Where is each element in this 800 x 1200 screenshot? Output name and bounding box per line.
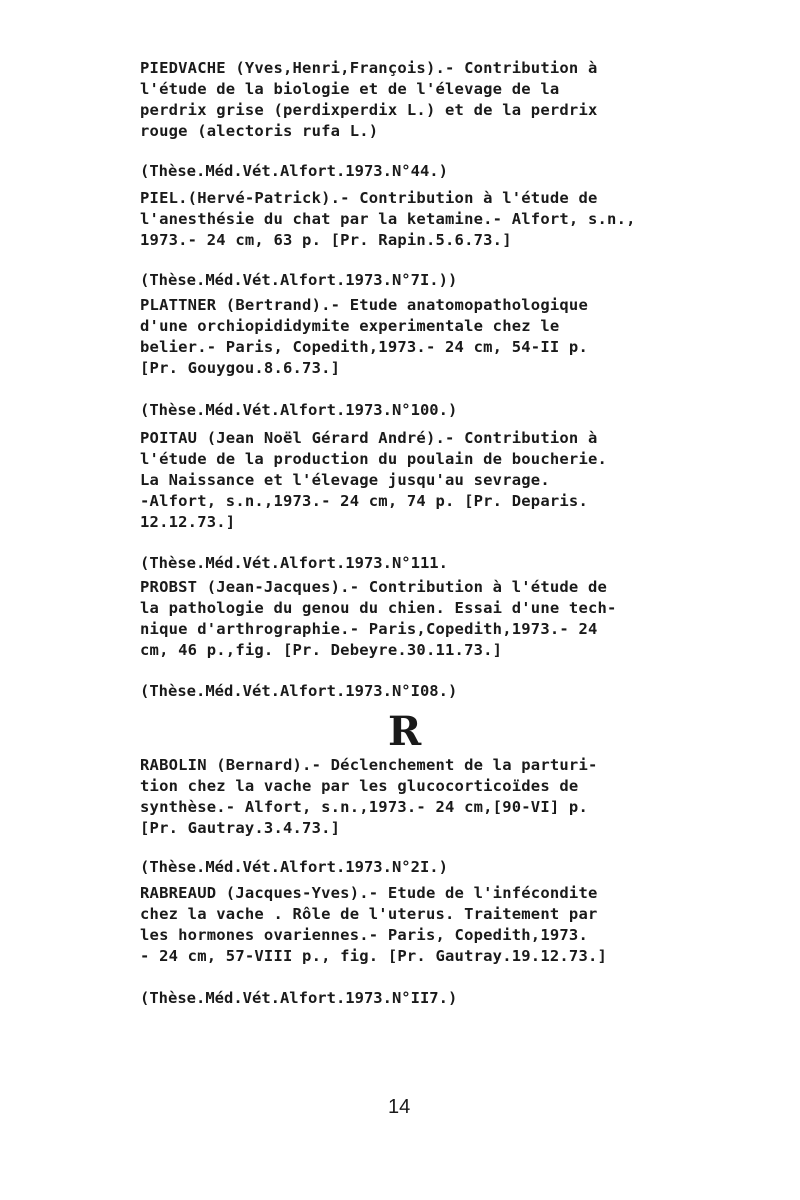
entry-line: d'une orchiopididymite experimentale chez le (140, 317, 560, 335)
entry-line: nique d'arthrographie.- Paris,Copedith,1973.- 24 (140, 620, 598, 638)
entry-line: [Pr. Gautray.3.4.73.] (140, 819, 341, 837)
entry-line: PROBST (Jean-Jacques).- Contribution à l'étude de (140, 578, 608, 596)
entry-line: POITAU (Jean Noël Gérard André).- Contribution à (140, 429, 598, 447)
entry-line: perdrix grise (perdixperdix L.) et de la perdrix (140, 101, 598, 119)
bibliography-entry (140, 58, 660, 142)
bibliography-entry (140, 883, 660, 967)
entry-line: PIEDVACHE (Yves,Henri,François).- Contribution à (140, 59, 598, 77)
thesis-reference: (Thèse.Méd.Vét.Alfort.1973.N°II7.) (140, 989, 458, 1007)
section-letter: R (388, 708, 422, 755)
entry-line: La Naissance et l'élevage jusqu'au sevrage. (140, 471, 550, 489)
entry-line: l'étude de la biologie et de l'élevage de la (140, 80, 560, 98)
entry-line: belier.- Paris, Copedith,1973.- 24 cm, 54-II p. (140, 338, 588, 356)
entry-line: rouge (alectoris rufa L.) (140, 122, 379, 140)
bibliography-entry (140, 577, 660, 661)
entry-line: -Alfort, s.n.,1973.- 24 cm, 74 p. [Pr. Deparis. (140, 492, 588, 510)
bibliography-entry (140, 428, 660, 533)
thesis-reference: (Thèse.Méd.Vét.Alfort.1973.N°111. (140, 554, 448, 572)
entry-line: PLATTNER (Bertrand).- Etude anatomopathologique (140, 296, 588, 314)
entry-line: cm, 46 p.,fig. [Pr. Debeyre.30.11.73.] (140, 641, 503, 659)
entry-line: tion chez la vache par les glucocorticoïdes de (140, 777, 579, 795)
bibliography-entry (140, 295, 660, 379)
thesis-reference: (Thèse.Méd.Vét.Alfort.1973.N°2I.) (140, 858, 448, 876)
entry-line: RABOLIN (Bernard).- Déclenchement de la parturi- (140, 756, 598, 774)
thesis-reference: (Thèse.Méd.Vét.Alfort.1973.N°44.) (140, 162, 448, 180)
entry-line: les hormones ovariennes.- Paris, Copedith,1973. (140, 926, 588, 944)
entry-line: l'anesthésie du chat par la ketamine.- Alfort, s.n., (140, 210, 636, 228)
entry-line: chez la vache . Rôle de l'uterus. Traitement par (140, 905, 598, 923)
page-number: 14 (388, 1096, 411, 1118)
entry-line: - 24 cm, 57-VIII p., fig. [Pr. Gautray.19.12.73.] (140, 947, 608, 965)
bibliography-entry (140, 188, 660, 251)
thesis-reference: (Thèse.Méd.Vét.Alfort.1973.N°7I.)) (140, 271, 458, 289)
entry-line: synthèse.- Alfort, s.n.,1973.- 24 cm,[90-VI] p. (140, 798, 588, 816)
bibliography-entry (140, 755, 660, 839)
entry-line: la pathologie du genou du chien. Essai d'une tech- (140, 599, 617, 617)
entry-line: 1973.- 24 cm, 63 p. [Pr. Rapin.5.6.73.] (140, 231, 512, 249)
entry-line: PIEL.(Hervé-Patrick).- Contribution à l'étude de (140, 189, 598, 207)
entry-line: l'étude de la production du poulain de boucherie. (140, 450, 608, 468)
entry-line: [Pr. Gouygou.8.6.73.] (140, 359, 341, 377)
thesis-reference: (Thèse.Méd.Vét.Alfort.1973.N°100.) (140, 401, 458, 419)
entry-line: 12.12.73.] (140, 513, 236, 531)
entry-line: RABREAUD (Jacques-Yves).- Etude de l'infécondite (140, 884, 598, 902)
thesis-reference: (Thèse.Méd.Vét.Alfort.1973.N°I08.) (140, 682, 458, 700)
